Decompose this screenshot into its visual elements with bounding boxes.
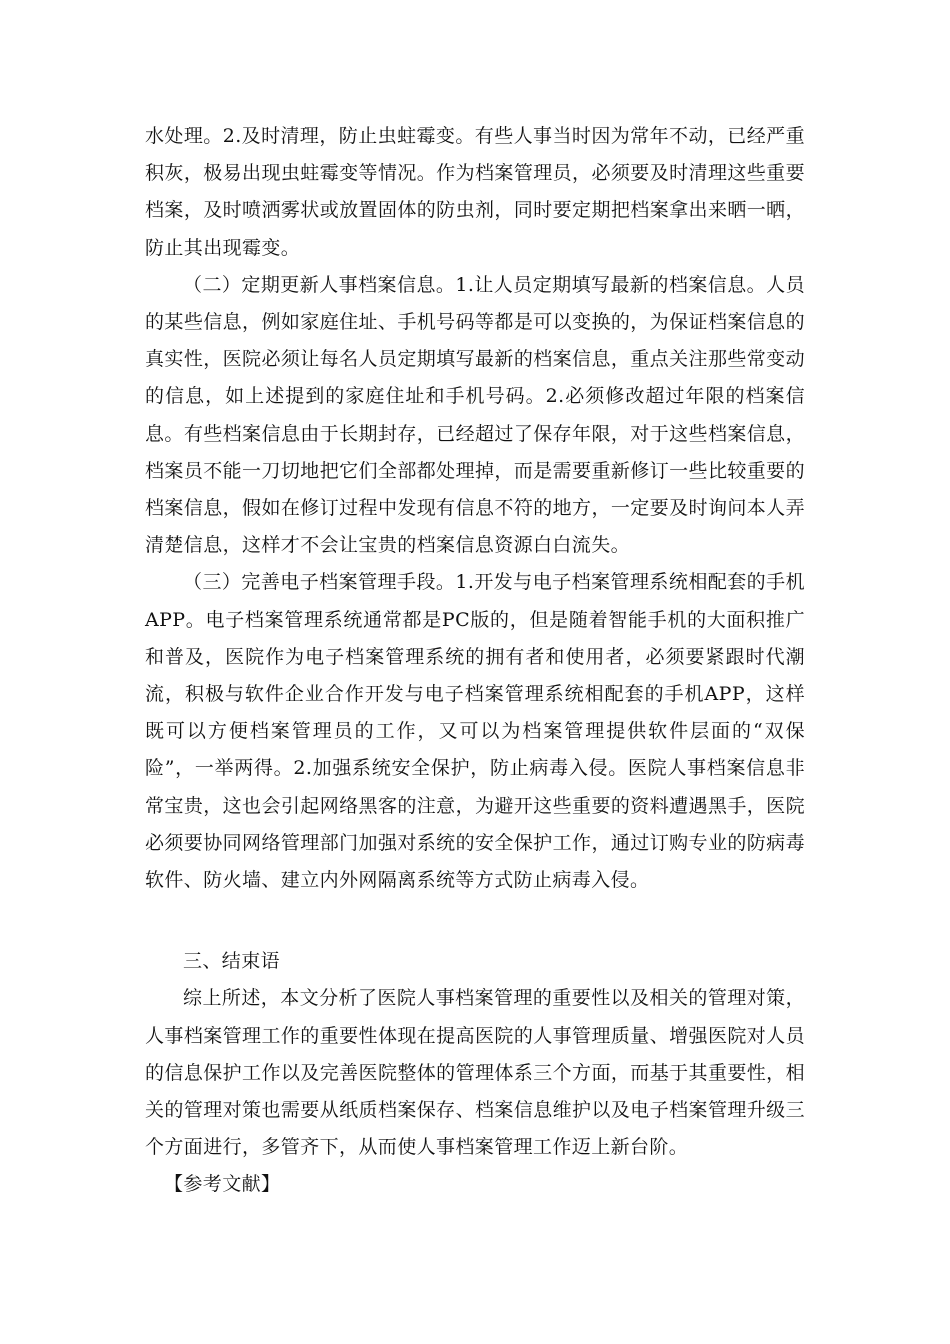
- references-heading: 【参考文献】: [164, 1173, 281, 1196]
- conclusion-heading: 三、结束语: [183, 950, 281, 973]
- paragraph-archive-cleaning: 水处理。2.及时清理，防止虫蛀霉变。有些人事当时因为常年不动，已经严重积灰，极易出现虫蛀霉变等情况。作为档案管理员，必须要及时清理这些重要档案，及时喷洒雾状或放置固体的防虫剂，同时要定期把档案拿出来晒一晒，防止其出现霉变。: [145, 125, 805, 259]
- document-page: [145, 118, 805, 1204]
- paragraph-electronic-archive: （三）完善电子档案管理手段。1.开发与电子档案管理系统相配套的手机APP。电子档案管理系统通常都是PC版的，但是随着智能手机的大面积推广和普及，医院作为电子档案管理系统的拥有者和使用者，必须要紧跟时代潮流，积极与软件企业合作开发与电子档案管理系统相配套的手机APP，这样既可以方便档案管理员的工作，又可以为档案管理提供软件层面的“双保险”，一举两得。2.加强系统安全保护，防止病毒入侵。医院人事档案信息非常宝贵，这也会引起网络黑客的注意，为避开这些重要的资料遭遇黑手，医院必须要协同网络管理部门加强对系统的安全保护工作，通过订购专业的防病毒软件、防火墙、建立内外网隔离系统等方式防止病毒入侵。: [145, 571, 805, 892]
- paragraph-update-info: （二）定期更新人事档案信息。1.让人员定期填写最新的档案信息。人员的某些信息，例如家庭住址、手机号码等都是可以变换的，为保证档案信息的真实性，医院必须让每名人员定期填写最新的档案信息，重点关注那些常变动的信息，如上述提到的家庭住址和手机号码。2.必须修改超过年限的档案信息。有些档案信息由于长期封存，已经超过了保存年限，对于这些档案信息，档案员不能一刀切地把它们全部都处理掉，而是需要重新修订一些比较重要的档案信息，假如在修订过程中发现有信息不符的地方，一定要及时询问本人弄清楚信息，这样才不会让宝贵的档案信息资源白白流失。: [145, 273, 805, 557]
- section-spacer: [145, 899, 805, 943]
- conclusion-paragraph: 综上所述，本文分析了医院人事档案管理的重要性以及相关的管理对策，人事档案管理工作的重要性体现在提高医院的人事管理质量、增强医院对人员的信息保护工作以及完善医院整体的管理体系三个方面，而基于其重要性，相关的管理对策也需要从纸质档案保存、档案信息维护以及电子档案管理升级三个方面进行，多管齐下，从而使人事档案管理工作迈上新台阶。: [145, 987, 805, 1159]
